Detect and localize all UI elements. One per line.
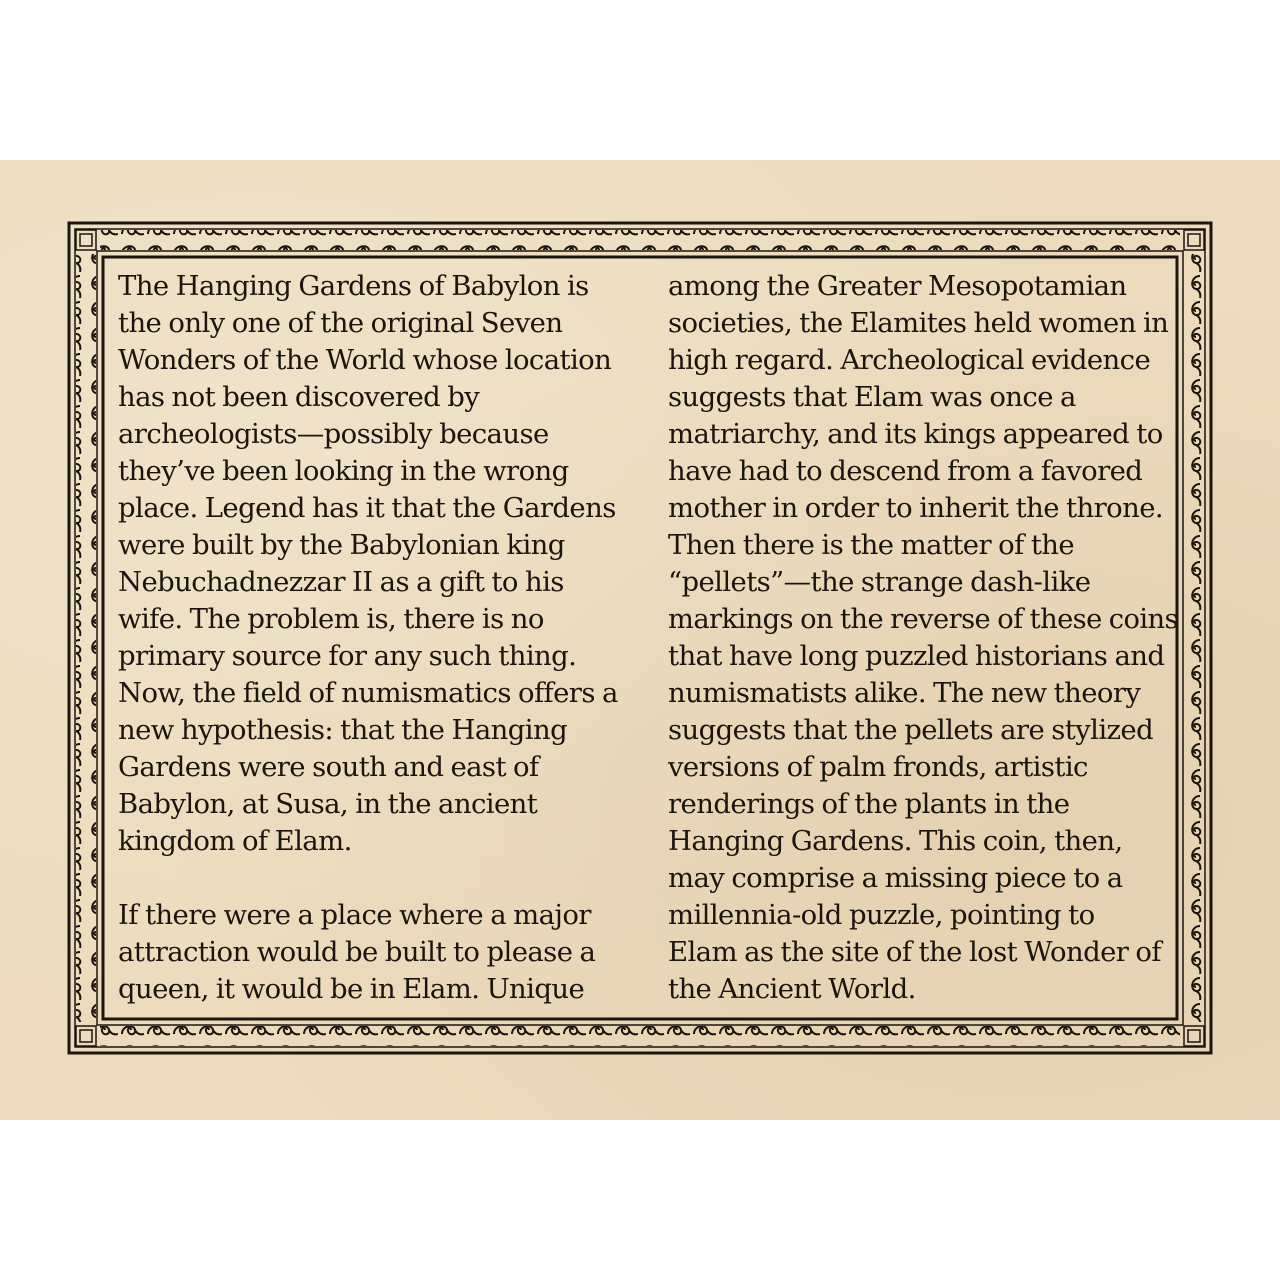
text-line: matriarchy, and its kings appeared to xyxy=(668,418,1163,450)
text-line: has not been discovered by xyxy=(118,381,480,413)
text-line: were built by the Babylonian king xyxy=(118,529,565,561)
text-line: attraction would be built to please a xyxy=(118,936,596,968)
text-line: new hypothesis: that the Hanging xyxy=(118,714,568,746)
text-line: the only one of the original Seven xyxy=(118,307,563,339)
text-line: If there were a place where a major xyxy=(118,899,591,931)
text-line: kingdom of Elam. xyxy=(118,825,352,857)
text-line: suggests that the pellets are stylized xyxy=(668,714,1154,746)
text-line: place. Legend has it that the Gardens xyxy=(118,492,616,524)
text-line: Wonders of the World whose location xyxy=(118,344,612,376)
text-line: renderings of the plants in the xyxy=(668,788,1070,820)
text-line: may comprise a missing piece to a xyxy=(668,862,1123,894)
text-line: among the Greater Mesopotamian xyxy=(668,270,1127,302)
text-line: versions of palm fronds, artistic xyxy=(668,751,1088,783)
text-line: queen, it would be in Elam. Unique xyxy=(118,973,585,1005)
text-line: they’ve been looking in the wrong xyxy=(118,455,569,487)
text-line: the Ancient World. xyxy=(668,973,916,1005)
text-line: that have long puzzled historians and xyxy=(668,640,1165,672)
text-line: Gardens were south and east of xyxy=(118,751,539,783)
text-line: “pellets”—the strange dash-like xyxy=(668,566,1091,598)
text-line: suggests that Elam was once a xyxy=(668,381,1076,413)
text-line: Then there is the matter of the xyxy=(668,529,1075,561)
left-text-column xyxy=(118,268,628,1008)
text-line: millennia-old puzzle, pointing to xyxy=(668,899,1095,931)
text-line: Nebuchadnezzar II as a gift to his xyxy=(118,566,564,598)
text-line: numismatists alike. The new theory xyxy=(668,677,1141,709)
paragraph-gap xyxy=(118,860,628,897)
text-line: wife. The problem is, there is no xyxy=(118,603,544,635)
text-line: Elam as the site of the lost Wonder of xyxy=(668,936,1161,968)
text-line: have had to descend from a favored xyxy=(668,455,1143,487)
right-text-column xyxy=(668,268,1178,1008)
text-line: societies, the Elamites held women in xyxy=(668,307,1169,339)
text-line: mother in order to inherit the throne. xyxy=(668,492,1164,524)
text-line: Babylon, at Susa, in the ancient xyxy=(118,788,538,820)
text-line: The Hanging Gardens of Babylon is xyxy=(118,270,589,302)
text-line: archeologists—possibly because xyxy=(118,418,549,450)
text-line: Hanging Gardens. This coin, then, xyxy=(668,825,1123,857)
text-line: primary source for any such thing. xyxy=(118,640,577,672)
text-line: high regard. Archeological evidence xyxy=(668,344,1151,376)
text-line: Now, the field of numismatics offers a xyxy=(118,677,618,709)
text-line: markings on the reverse of these coins xyxy=(668,603,1178,635)
